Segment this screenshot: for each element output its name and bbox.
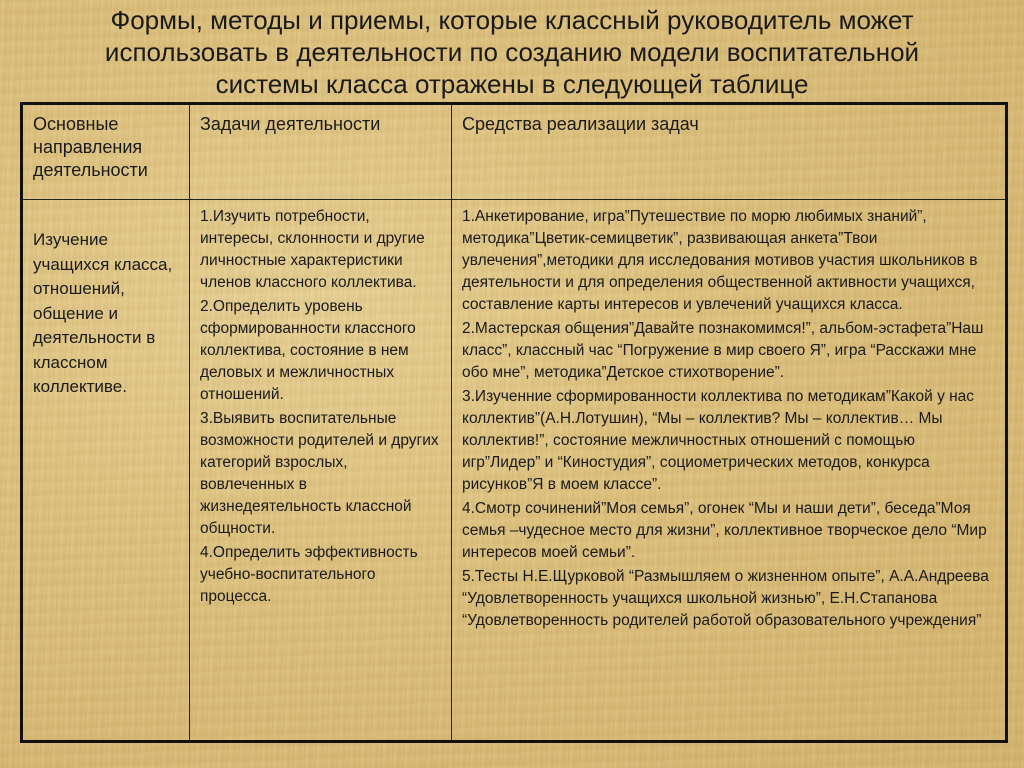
- header-means: Средства реализации задач: [452, 104, 1007, 200]
- header-tasks: Задачи деятельности: [190, 104, 452, 200]
- methods-table: [20, 102, 1008, 743]
- task-item: 2.Определить уровень сформированности классного коллектива, состояние в нем деловых и межличностных отношений.: [200, 298, 416, 403]
- direction-cell: Изучение учащихся класса, отношений, общение и деятельности в классном коллективе.: [22, 200, 190, 742]
- title-line-1: Формы, методы и приемы, которые классный руководитель может: [110, 5, 914, 35]
- means-item: 2.Мастерская общения”Давайте познакомимся!”, альбом-эстафета”Наш класс”, классный час “Погружение в мир своего Я”, игра “Расскажи мне обо мне”, методика”Детское стихотворение”.: [462, 320, 984, 381]
- table-header-row: [22, 104, 1007, 200]
- table-row: [22, 200, 1007, 742]
- title-line-2: использовать в деятельности по созданию модели воспитательной: [104, 37, 920, 67]
- task-item: 3.Выявить воспитательные возможности родителей и других категорий взрослых, вовлеченных в жизнедеятельность классной общности.: [200, 410, 439, 537]
- slide-title: [0, 0, 1024, 100]
- means-item: 1.Анкетирование, игра”Путешествие по морю любимых знаний”, методика”Цветик-семицветик”, развивающая анкета”Твои увлечения”,методики для исследования мотивов участия школьников в деятельности и для определения общественной активности учащихся, составление карты интересов и увлечений учащихся класса.: [462, 208, 978, 313]
- tasks-cell: [190, 200, 452, 742]
- task-item: 4.Определить эффективность учебно-воспитательного процесса.: [200, 544, 418, 605]
- means-cell: [452, 200, 1007, 742]
- means-item: 4.Смотр сочинений”Моя семья”, огонек “Мы и наши дети”, беседа”Моя семья –чудесное место для жизни”, коллективное творческое дело “Мир интересов моей семьи”.: [462, 500, 987, 561]
- header-directions: Основные направления деятельности: [22, 104, 190, 200]
- means-item: 5.Тесты Н.Е.Щурковой “Размышляем о жизненном опыте”, А.А.Андреева “Удовлетворенность учащихся школьной жизнью”, Е.Н.Стапанова “Удовлетворенность родителей работой образовательного учреждения”: [462, 568, 989, 629]
- means-item: 3.Изученние сформированности коллектива по методикам”Какой у нас коллектив”(А.Н.Лотушин), “Мы – коллектив? Мы – коллектив… Мы коллектив!”, состояние межличностных отношений с помощью игр”Лидер” и “Киностудия”, социометрических методов, конкурса рисунков”Я в моем классе”.: [462, 388, 975, 493]
- task-item: 1.Изучить потребности, интересы, склонности и другие личностные характеристики членов классного коллектива.: [200, 208, 425, 291]
- title-line-3: системы класса отражены в следующей таблице: [215, 69, 809, 99]
